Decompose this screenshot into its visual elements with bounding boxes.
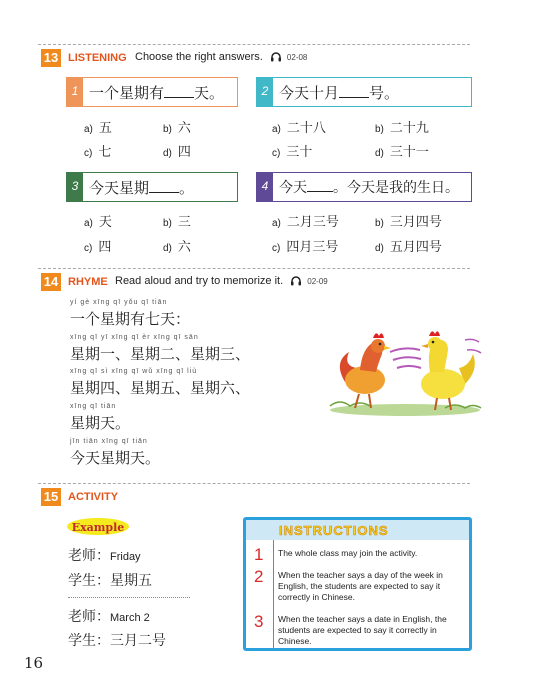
answer-blank [307,179,333,192]
dialog-2-line-1: 老师：March 2 [68,609,150,625]
audio-track-label: 02-08 [286,53,308,62]
section-15-number: 15 [41,488,61,506]
question-4-box [256,172,472,202]
rhyme-line-2: xīng qī yī xīng qī èr xīng qī sān 星期一、星期二、星期三、 [70,334,251,363]
question-1-number: 1 [67,78,83,106]
dialog-divider [68,597,190,598]
q3-option-c[interactable]: c) 四 [84,240,112,255]
instructions-red-rule [273,540,274,650]
section-14-title: RHYME [68,276,108,288]
q2-option-a[interactable]: a) 二十八 [272,121,326,136]
instruction-1-number: 1 [254,545,264,564]
question-3-text: 今天星期 。 [89,179,195,197]
instructions-panel [243,517,472,651]
question-3-number: 3 [67,173,83,201]
section-14-number: 14 [41,273,61,291]
question-2-number: 2 [257,78,273,106]
q1-option-d[interactable]: d) 四 [163,145,191,160]
example-badge [67,518,129,535]
q1-option-c[interactable]: c) 七 [84,145,112,160]
chickens-illustration [325,322,485,422]
rhyme-line-1: yí gè xīng qī yǒu qī tiān 一个星期有七天： [70,299,191,328]
instruction-text: Read aloud and try to memorize it. [115,275,284,287]
answer-blank [149,180,179,193]
q4-option-c[interactable]: c) 四月三号 [272,240,339,255]
dialog-1-line-1: 老师：Friday [68,548,141,564]
rhyme-line-5: jīn tiān xīng qī tiān 今天星期天。 [70,438,161,467]
section-15-title: ACTIVITY [68,491,119,503]
headphones-icon [270,51,282,62]
question-2-text: 今天十月 号。 [279,84,400,102]
section-14-instruction [115,275,328,287]
instruction-1-text: The whole class may join the activity. [278,548,418,558]
section-14-rule [38,268,470,269]
q4-option-b[interactable]: b) 三月四号 [375,215,442,230]
q1-option-b[interactable]: b) 六 [163,121,191,136]
section-13-title: LISTENING [68,52,127,64]
instruction-3-number: 3 [254,612,264,631]
q3-option-b[interactable]: b) 三 [163,215,191,230]
q3-option-d[interactable]: d) 六 [163,240,191,255]
q2-option-d[interactable]: d) 三十一 [375,145,429,160]
headphones-icon [290,275,302,286]
instruction-2-number: 2 [254,567,264,586]
instruction-2-text: When the teacher says a day of the week in English, the students are expected to say it correctly in Chinese. [278,570,443,602]
question-3-box [66,172,238,202]
question-4-number: 4 [257,173,273,201]
q2-option-c[interactable]: c) 三十 [272,145,313,160]
page-number: 16 [24,654,44,672]
dialog-1-line-2: 学生：星期五 [68,573,152,589]
instruction-text: Choose the right answers. [135,51,263,63]
rhyme-line-4: xīng qī tiān 星期天。 [70,403,131,432]
question-2-box [256,77,472,107]
section-13-instruction [135,51,307,63]
section-13-number: 13 [41,49,61,67]
example-label: Example [71,521,125,534]
q4-option-a[interactable]: a) 二月三号 [272,215,339,230]
q1-option-a[interactable]: a) 五 [84,121,112,136]
audio-track-label: 02-09 [307,277,328,286]
section-15-rule [38,483,470,484]
question-1-text: 一个星期有 天。 [89,84,225,102]
question-1-box [66,77,238,107]
dialog-2-line-2: 学生：三月二号 [68,633,166,649]
q4-option-d[interactable]: d) 五月四号 [375,240,442,255]
q3-option-a[interactable]: a) 天 [84,215,112,230]
question-4-text: 今天 。今天是我的生日。 [279,180,459,196]
q2-option-b[interactable]: b) 二十九 [375,121,429,136]
answer-blank [339,85,369,98]
instruction-3-text: When the teacher says a date in English, the students are expected to say it correctly in Chinese. [278,614,447,646]
answer-blank [164,85,194,98]
rhyme-line-3: xīng qī sì xīng qī wǔ xīng qī liù 星期四、星期五、星期六、 [70,368,251,397]
section-13-rule [38,44,470,45]
instructions-title: INSTRUCTIONS [279,523,389,538]
